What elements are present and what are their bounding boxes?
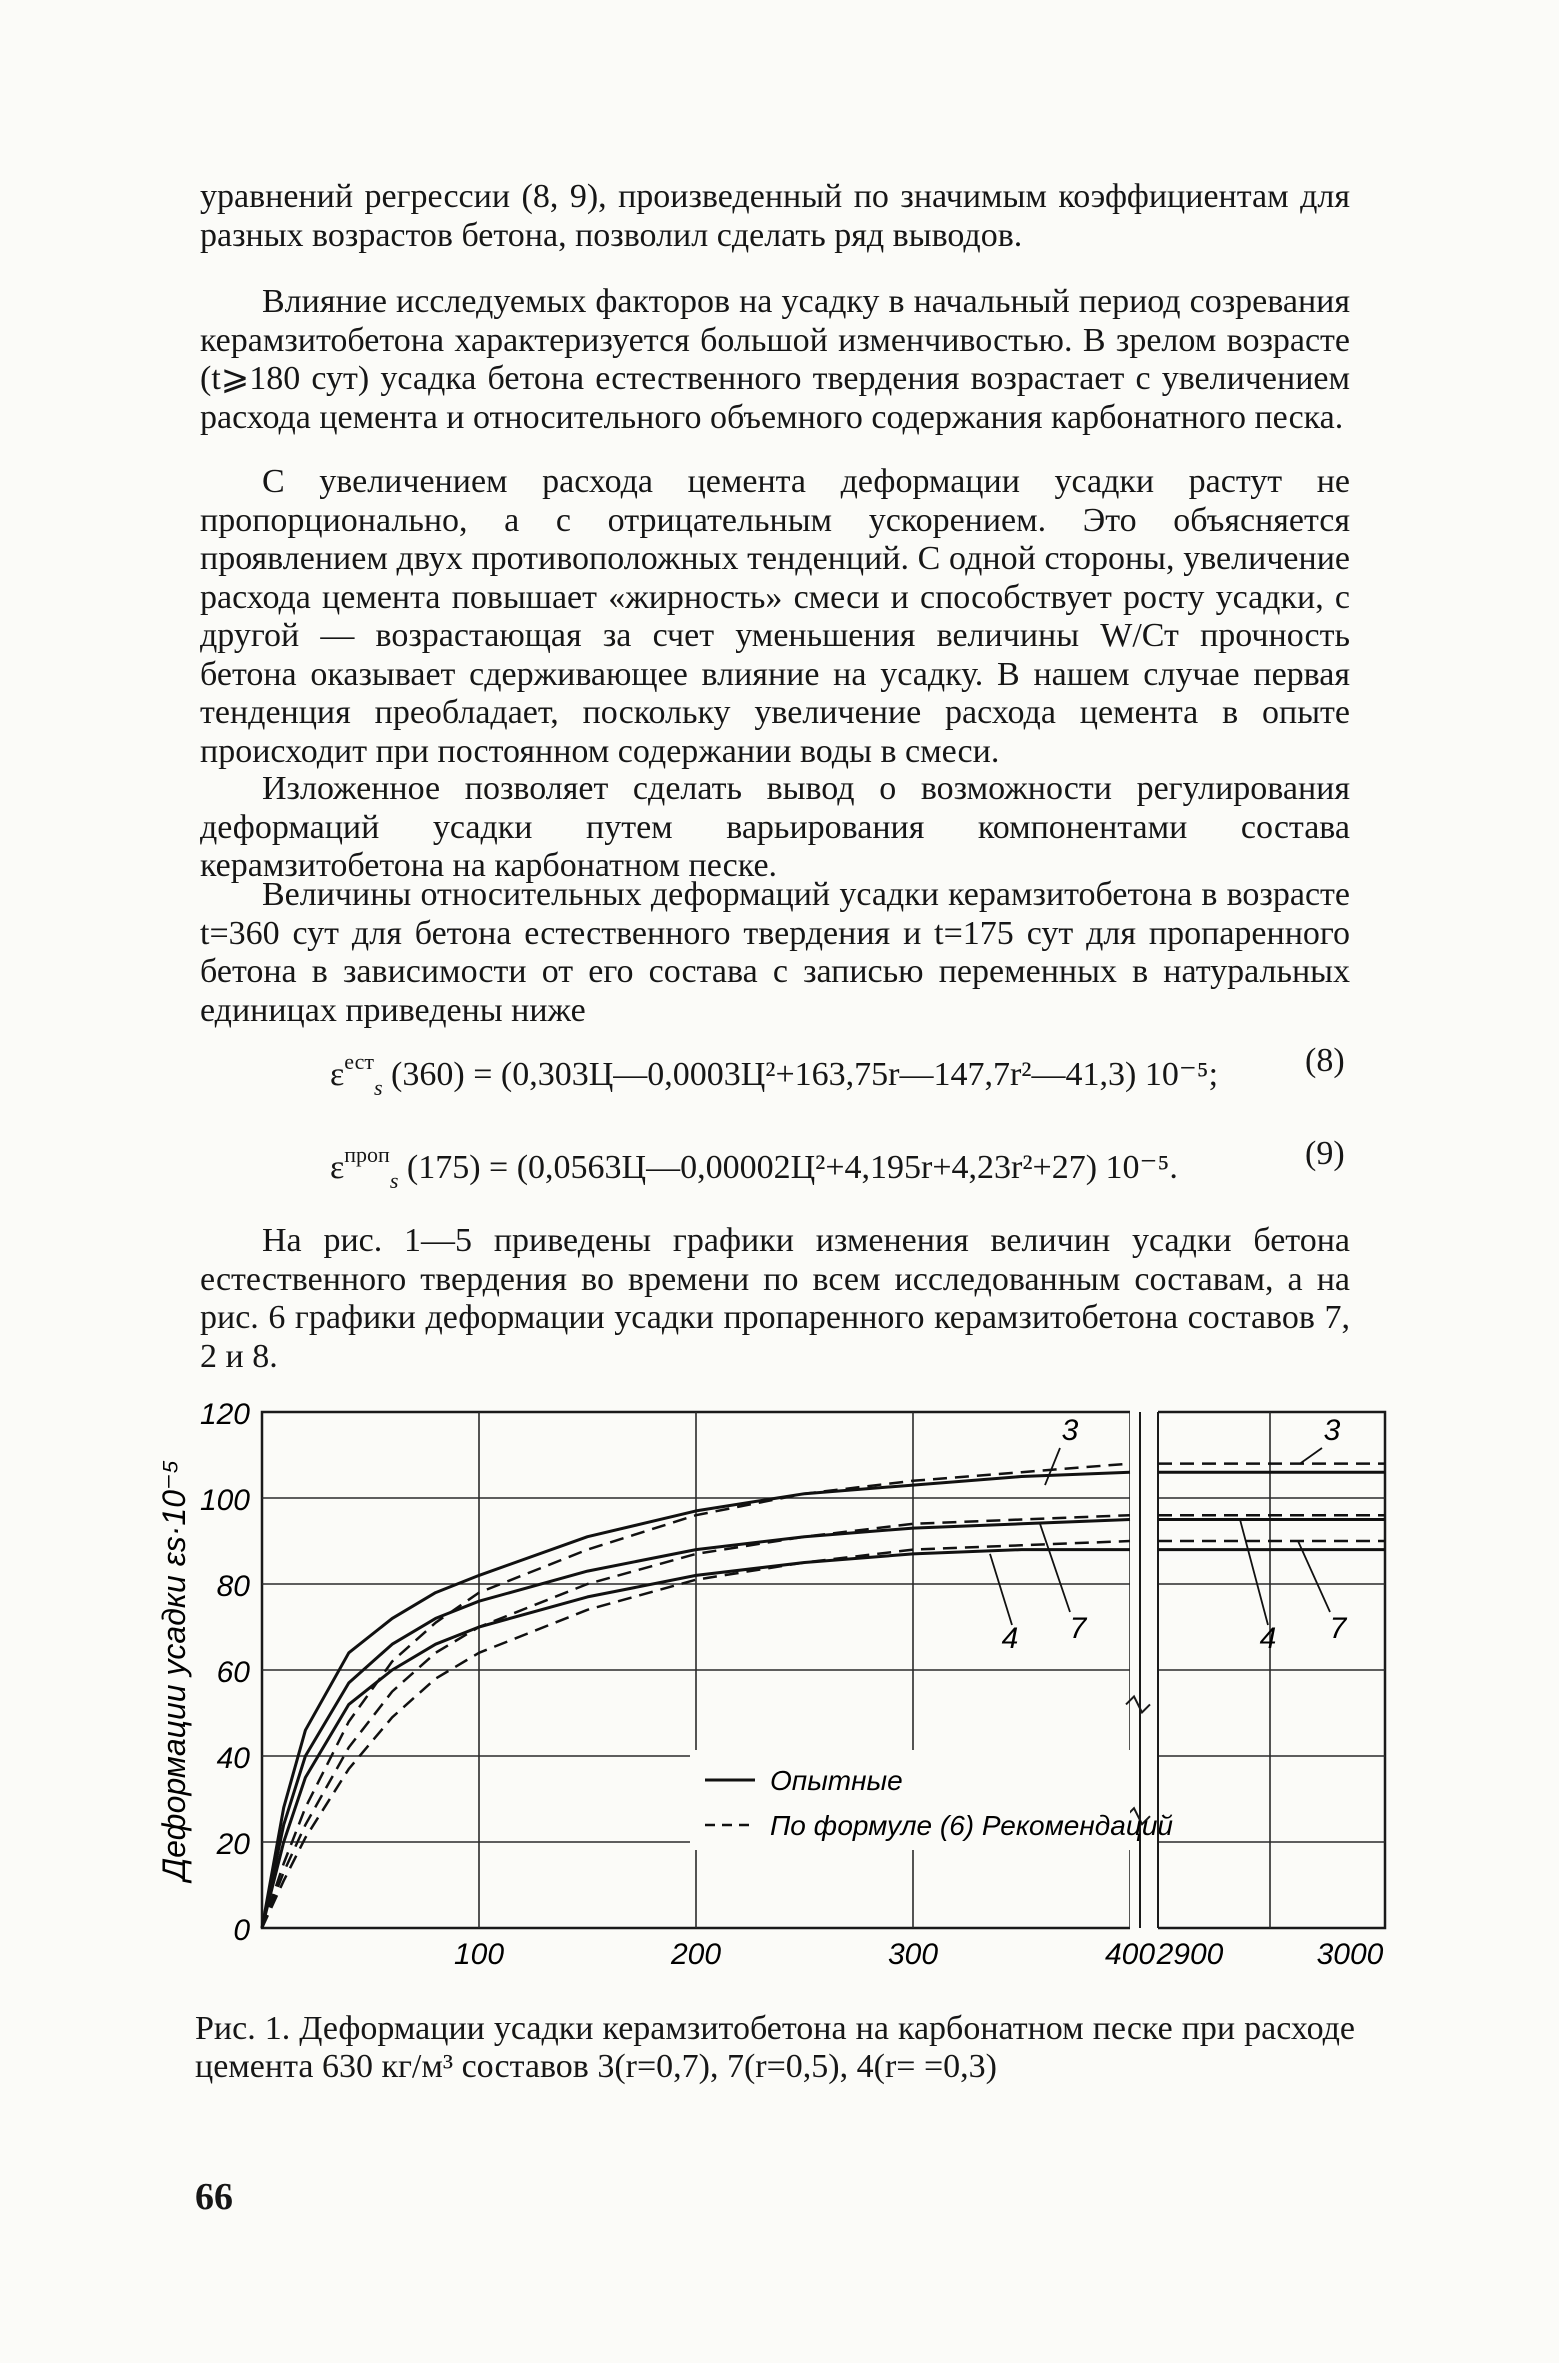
legend-label-experimental: Опытные [770, 1765, 903, 1796]
page-number: 66 [195, 2176, 233, 2218]
legend-label-formula: По формуле (6) Рекомендаций [770, 1810, 1173, 1841]
y-tick-label: 0 [233, 1914, 250, 1947]
paragraph-2: Влияние исследуемых факторов на усадку в начальный период созревания керамзитобетона характеризуется большой изменчивостью. В зрелом возрасте (t⩾180 сут) усадка бетона естественного твердения возрастает с увеличением расхода цемента и относительного объемного содержания карбонатного песка. [200, 283, 1350, 436]
curve-label-leader [1045, 1448, 1060, 1485]
curve-label-leader [990, 1554, 1012, 1625]
curve-label: 7 [1069, 1612, 1087, 1645]
curve-label-leader [1300, 1448, 1322, 1464]
chart-grid [262, 1410, 1385, 1930]
formula-9-superscript: проп [344, 1142, 390, 1167]
paragraph-4: Изложенное позволяет сделать вывод о возможности регулирования деформаций усадки путем варьирования компонентами состава керамзитобетона на карбонатном песке. [200, 770, 1350, 884]
paragraph-1: уравнений регрессии (8, 9), произведенный по значимым коэффициентам для разных возрастов бетона, позволил сделать ряд выводов. [200, 178, 1350, 254]
chart-legend [690, 1750, 1173, 1850]
paragraph-5: Величины относительных деформаций усадки керамзитобетона в возрасте t=360 сут для бетона естественного твердения и t=175 сут для пропаренного бетона в зависимости от его состава с записью переменных в натуральных единицах приведены ниже [200, 876, 1350, 1029]
curve-label-leader [1298, 1541, 1330, 1612]
curve-label: 7 [1329, 1612, 1347, 1645]
y-tick-label: 80 [216, 1570, 250, 1603]
y-axis-label: Деформации усадки εs·10⁻⁵ [156, 1459, 192, 1881]
formula-8-subscript: s [373, 1075, 383, 1100]
equation-number-8: (8) [1305, 1042, 1345, 1079]
y-tick-label: 60 [216, 1656, 250, 1689]
formula-8-body: (360) = (0,303Ц—0,0003Ц²+163,75r—147,7r²—41,3) 10⁻⁵; [391, 1056, 1219, 1093]
curve-label: 3 [1061, 1414, 1079, 1447]
x-tick-label: 2900 [1156, 1938, 1224, 1971]
formula-9-subscript: s [389, 1168, 399, 1193]
x-tick-label: 200 [670, 1938, 722, 1971]
x-tick-label: 100 [453, 1938, 505, 1971]
paragraph-3: С увеличением расхода цемента деформации усадки растут не пропорционально, а с отрицательным ускорением. Это объясняется проявлением двух противоположных тенденций. С одной стороны, увеличение расхода цемента повышает «жирность» смеси и способствует росту усадки, с другой — возрастающая за счет уменьшения величины W/Ст прочность бетона оказывает сдерживающее влияние на усадку. В нашем случае первая тенденция преобладает, поскольку увеличение расхода цемента в опыте происходит при постоянном содержании воды в смеси. [200, 463, 1350, 770]
curve-label: 4 [1259, 1622, 1277, 1655]
shrinkage-chart [0, 1380, 1559, 1980]
formula-9-body: (175) = (0,0563Ц—0,00002Ц²+4,195r+4,23r²+27) 10⁻⁵. [406, 1149, 1178, 1186]
x-tick-label: 3000 [1316, 1938, 1384, 1971]
y-tick-label: 40 [216, 1742, 250, 1775]
formula-8 [330, 1042, 1218, 1108]
x-tick-label: 300 [887, 1938, 939, 1971]
paragraph-6: На рис. 1—5 приведены графики изменения величин усадки бетона естественного твердения во времени по всем исследованным составам, а на рис. 6 графики деформации усадки пропаренного керамзитобетона составов 7, 2 и 8. [200, 1222, 1350, 1375]
formula-8-epsilon: ε [330, 1056, 345, 1093]
equation-number-9: (9) [1305, 1135, 1345, 1172]
chart-late-period [1158, 1464, 1385, 1550]
formula-8-superscript: ест [344, 1049, 374, 1074]
formula-9 [330, 1135, 1178, 1201]
y-tick-label: 20 [216, 1828, 250, 1861]
formula-9-epsilon: ε [330, 1149, 345, 1186]
curve-label-leader [1240, 1520, 1268, 1626]
x-tick-label: 400 [1104, 1938, 1156, 1971]
figure-caption: Рис. 1. Деформации усадки керамзитобетона на карбонатном песке при расходе цемента 630 кг/м³ составов 3(r=0,7), 7(r=0,5), 4(r= =0,3) [195, 2010, 1355, 2085]
curve-label: 3 [1323, 1414, 1341, 1447]
y-tick-label: 120 [199, 1398, 250, 1431]
curve-label: 4 [1001, 1622, 1019, 1655]
axis-break-gap [1130, 1410, 1158, 1930]
chart-labels [156, 1398, 1384, 1980]
curve-label-leader [1040, 1524, 1070, 1612]
y-tick-label: 100 [199, 1484, 250, 1517]
